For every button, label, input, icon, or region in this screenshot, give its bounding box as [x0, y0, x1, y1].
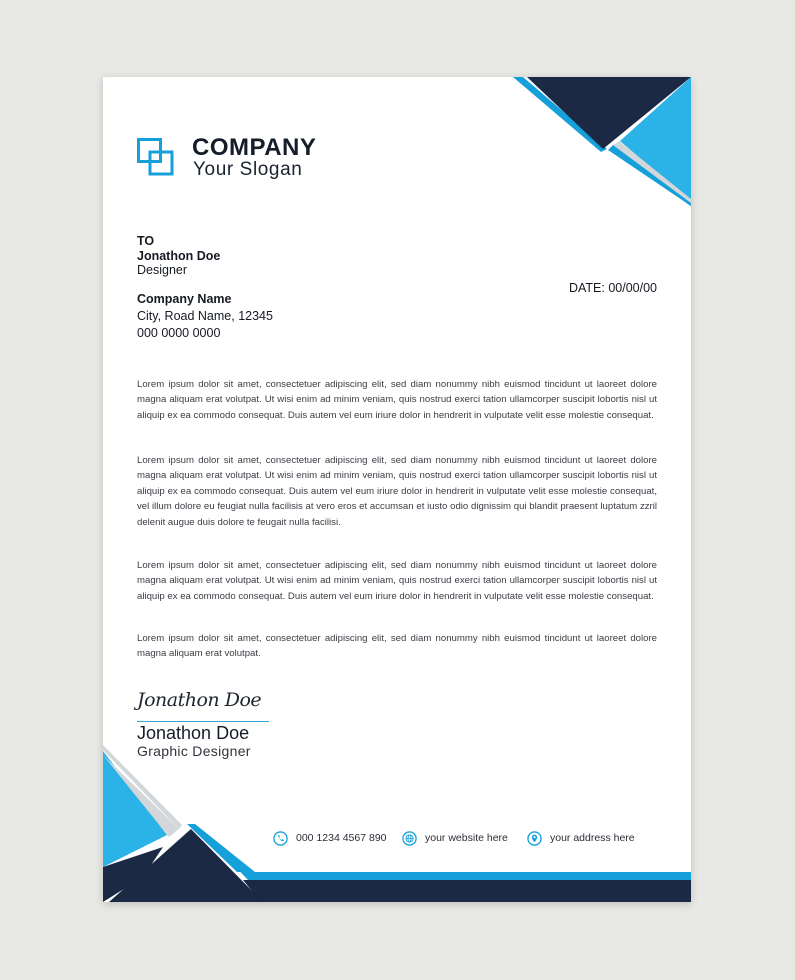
top-right-shapes [513, 77, 691, 207]
body-paragraph-1: Lorem ipsum dolor sit amet, consectetuer adipiscing elit, sed diam nonummy nibh euismod tincidunt ut laoreet dolore magna aliquam erat volutpat. Ut wisi enim ad minim veniam, quis nostrud exerci tation ullamcorper suscipit lobortis nisl ut aliquip ex ea commodo consequat. Duis autem vel eum iriure dolor in hendrerit in vulputate velit esse molestie consequat. [137, 379, 657, 421]
recipient-name: Jonathon Doe [137, 249, 221, 263]
signer-name: Jonathon Doe [137, 723, 250, 743]
overlapping-squares-icon [137, 138, 175, 178]
recipient-role: Designer [137, 263, 188, 277]
location-pin-icon [527, 831, 542, 846]
recipient-phone: 000 0000 0000 [137, 326, 221, 340]
body-paragraph-4: Lorem ipsum dolor sit amet, consectetuer adipiscing elit, sed diam nonummy nibh euismod tincidunt ut laoreet dolore magna aliquam erat volutpat. [137, 633, 657, 660]
footer-website-text: your website here [425, 832, 508, 844]
letterhead-page [103, 77, 691, 902]
footer-phone [273, 829, 387, 847]
to-label: TO [137, 234, 155, 248]
body-paragraph-2: Lorem ipsum dolor sit amet, consectetuer adipiscing elit, sed diam nonummy nibh euismod tincidunt ut laoreet dolore magna aliquam erat volutpat. Ut wisi enim ad minim veniam, quis nostrud exerci tation ullamcorper suscipit lobortis nisl ut aliquip ex ea commodo consequat. Duis autem vel eum iriure dolor in hendrerit in vulputate velit esse molestie consequat, vel illum dolore eu feugiat nulla facilisis at vero eros et accumsan et iusto odio dignissim qui blandit praesent luptatum zzril delenit augue duis dolore te feugait nulla facilisi. [137, 455, 657, 528]
company-name: COMPANY [192, 134, 317, 161]
recipient-company: Company Name [137, 292, 232, 306]
company-slogan: Your Slogan [193, 159, 303, 180]
signature-line [137, 721, 269, 722]
footer-address-text: your address here [550, 832, 635, 844]
footer-address [527, 829, 635, 847]
phone-icon [273, 831, 288, 846]
globe-icon [402, 831, 417, 846]
signer-title: Graphic Designer [137, 743, 251, 759]
recipient-address: City, Road Name, 12345 [137, 309, 273, 323]
footer-phone-text: 000 1234 4567 890 [296, 832, 387, 844]
body-paragraph-3: Lorem ipsum dolor sit amet, consectetuer adipiscing elit, sed diam nonummy nibh euismod tincidunt ut laoreet dolore magna aliquam erat volutpat. Ut wisi enim ad minim veniam, quis nostrud exerci tation ullamcorper suscipit lobortis nisl ut aliquip ex ea commodo consequat. Duis autem vel eum iriure dolor in hendrerit in vulputate velit esse molestie consequat. [137, 560, 657, 602]
letter-date: DATE: 00/00/00 [568, 281, 657, 295]
bottom-left-shapes [103, 745, 691, 902]
footer-website [402, 829, 508, 847]
signature-script: Jonathon Doe [137, 689, 262, 711]
